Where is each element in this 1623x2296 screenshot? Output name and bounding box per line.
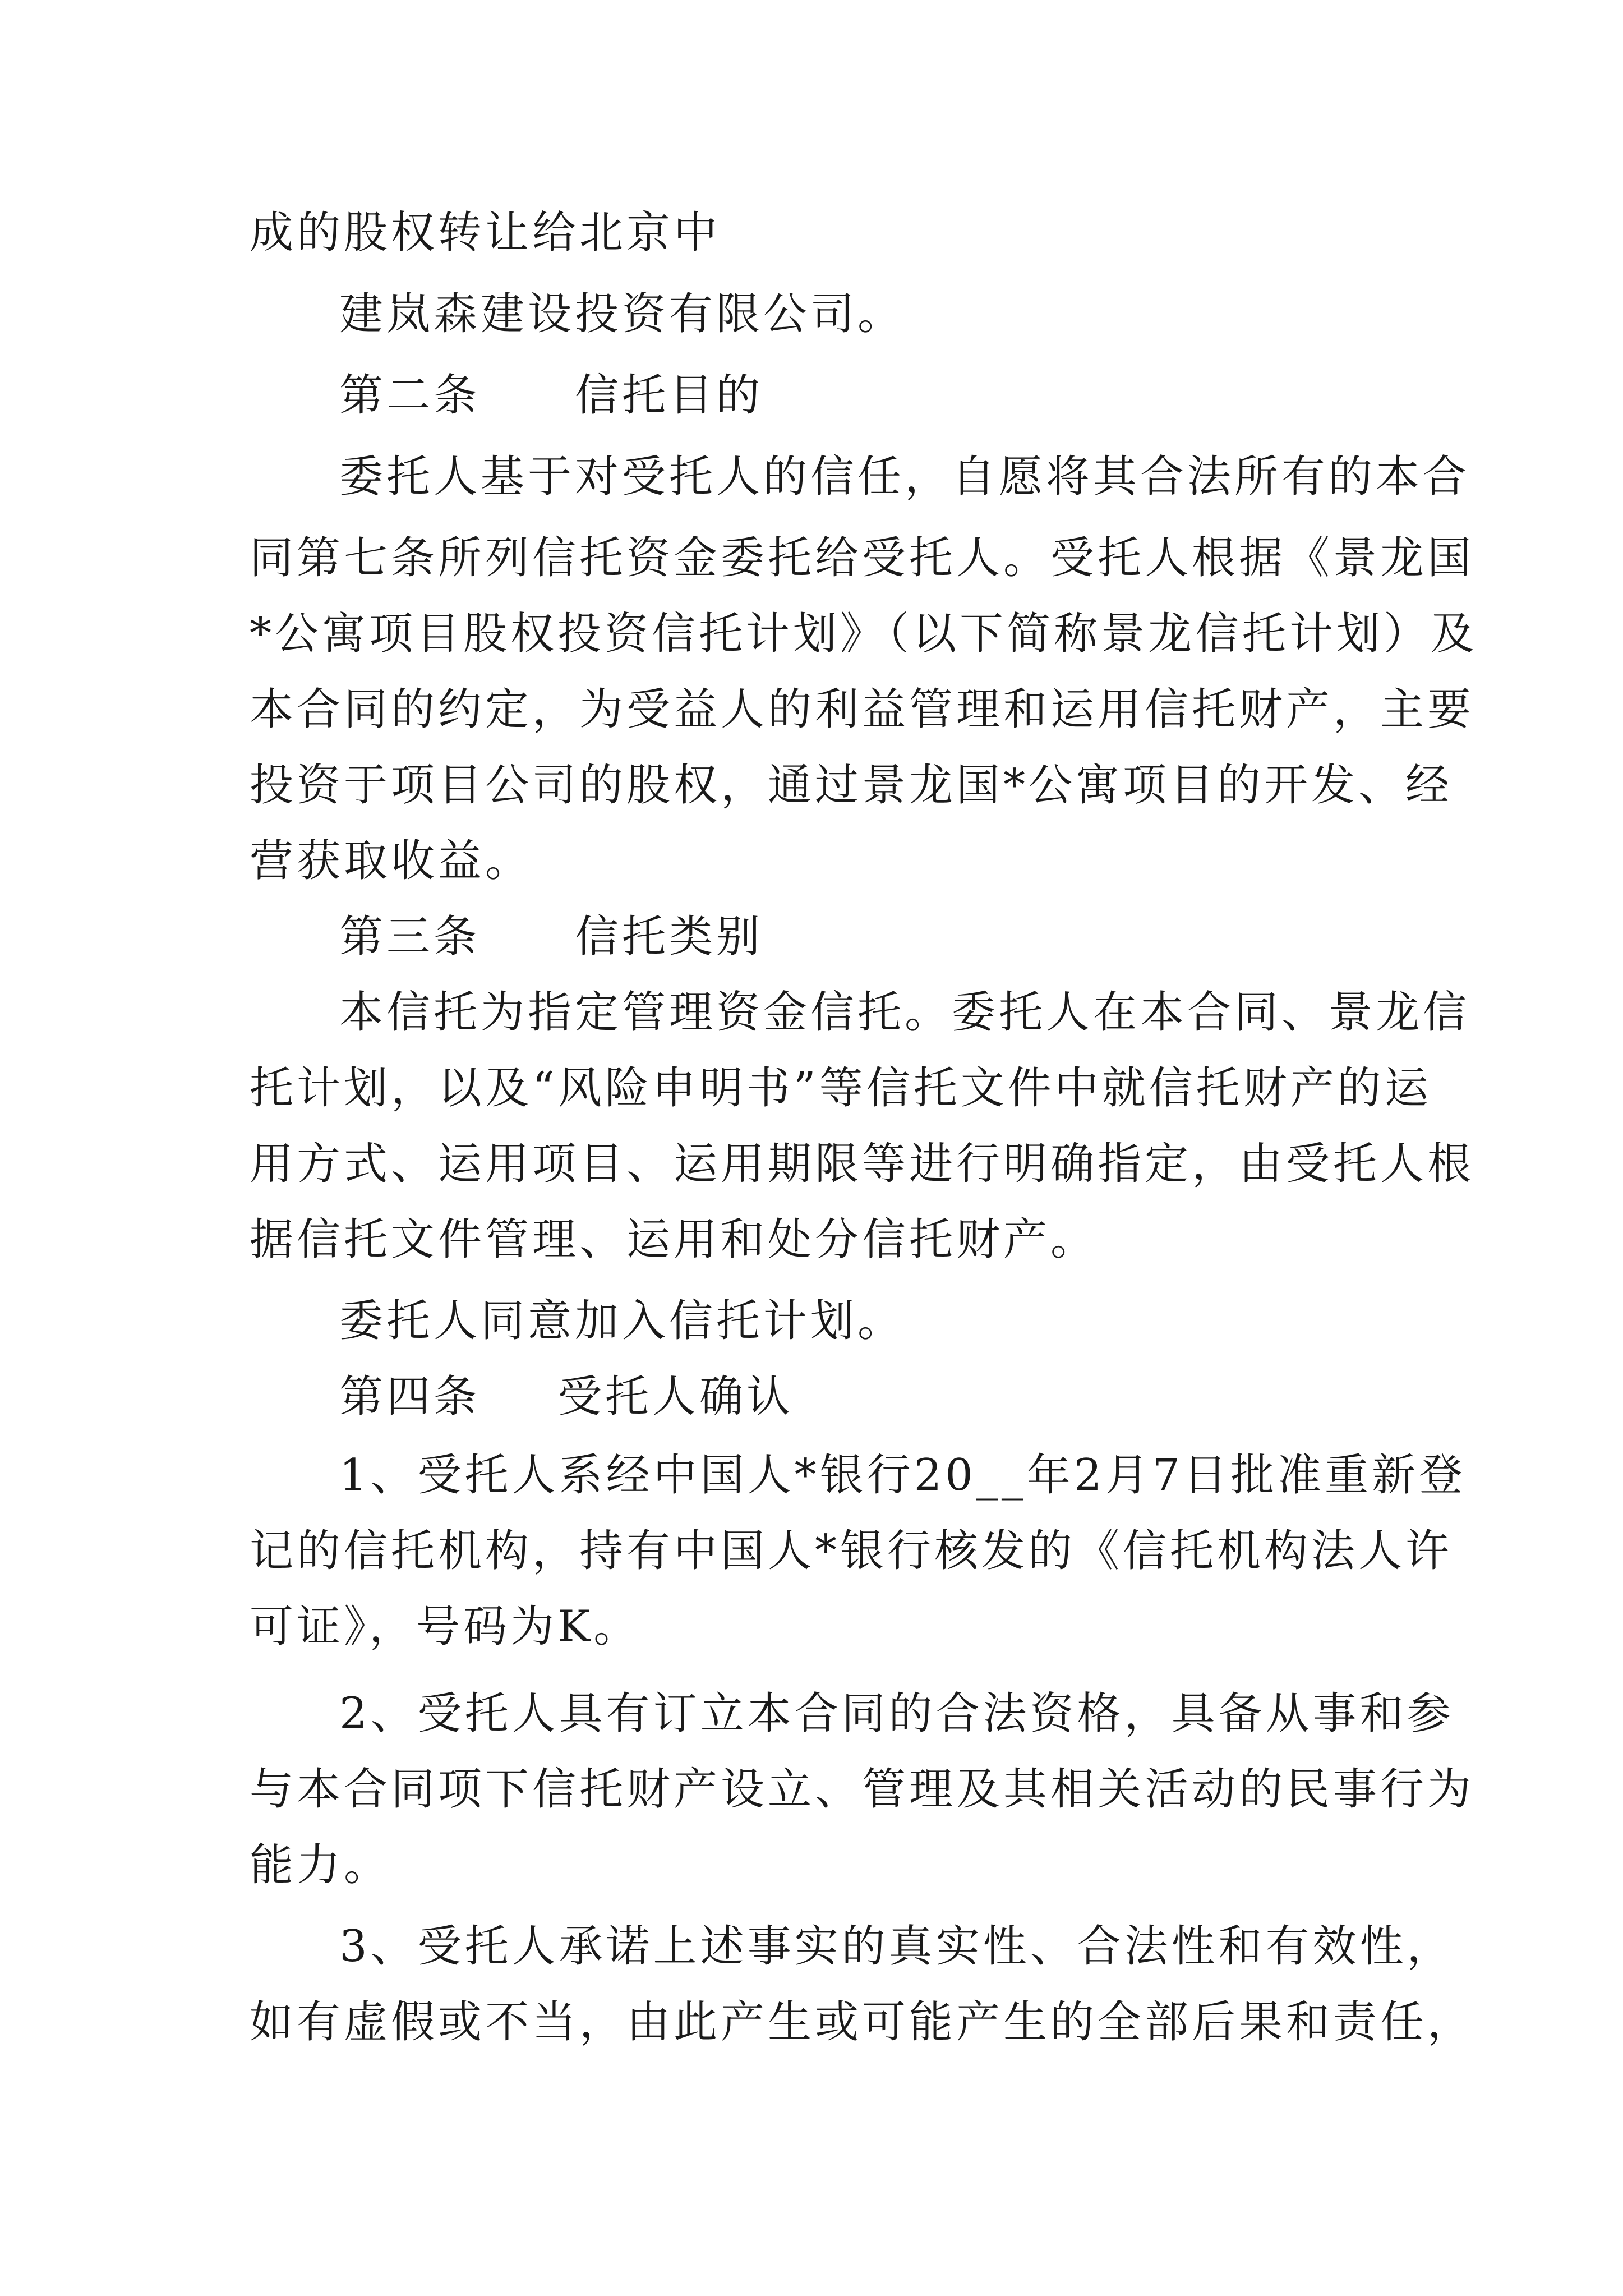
text-line: 托计划，以及“风险申明书”等信托文件中就信托财产的运 bbox=[250, 1063, 1432, 1114]
text-line: 能力。 bbox=[250, 1840, 391, 1890]
article-heading bbox=[339, 367, 1478, 424]
text-line: 委托人基于对受托人的信任，自愿将其合法所有的本合 bbox=[339, 452, 1470, 502]
text-line: 投资于项目公司的股权，通过景龙国*公寓项目的开发、经 bbox=[250, 760, 1453, 811]
text-line: 与本合同项下信托财产设立、管理及其相关活动的民事行为 bbox=[250, 1764, 1475, 1815]
text-line: 据信托文件管理、运用和处分信托财产。 bbox=[250, 1214, 1098, 1265]
text-line: 本信托为指定管理资金信托。委托人在本合同、景龙信 bbox=[339, 987, 1470, 1038]
text-line: 2、受托人具有订立本合同的合法资格，具备从事和参 bbox=[339, 1688, 1454, 1739]
text-line: 营获取收益。 bbox=[250, 836, 533, 886]
article-number: 第二条 bbox=[339, 370, 481, 421]
text-line: 成的股权转让给北京中 bbox=[250, 208, 721, 258]
text-line: 3、受托人承诺上述事实的真实性、合法性和有效性， bbox=[339, 1921, 1454, 1972]
text-line: *公寓项目股权投资信托计划》（以下简称景龙信托计划）及 bbox=[250, 609, 1478, 659]
article-heading bbox=[339, 1369, 1478, 1425]
article-number: 第三条 bbox=[339, 912, 481, 962]
text-line: 如有虚假或不当，由此产生或可能产生的全部后果和责任， bbox=[250, 1997, 1475, 2047]
text-line: 本合同的约定，为受益人的利益管理和运用信托财产，主要 bbox=[250, 684, 1475, 735]
article-number: 第四条 bbox=[339, 1372, 481, 1422]
text-line: 可证》，号码为K。 bbox=[250, 1602, 641, 1652]
article-heading bbox=[339, 909, 1478, 965]
text-line: 1、受托人系经中国人*银行20__年2月7日批准重新登 bbox=[339, 1450, 1467, 1501]
article-title: 信托目的 bbox=[575, 370, 764, 421]
text-line: 记的信托机构，持有中国人*银行核发的《信托机构法人许 bbox=[250, 1526, 1453, 1576]
article-title: 受托人确认 bbox=[558, 1372, 794, 1422]
text-line: 委托人同意加入信托计划。 bbox=[339, 1296, 905, 1346]
text-line: 用方式、运用项目、运用期限等进行明确指定，由受托人根 bbox=[250, 1139, 1475, 1189]
text-line: 同第七条所列信托资金委托给受托人。受托人根据《景龙国 bbox=[250, 533, 1475, 583]
text-line: 建岚森建设投资有限公司。 bbox=[339, 289, 905, 339]
article-title: 信托类别 bbox=[575, 912, 764, 962]
